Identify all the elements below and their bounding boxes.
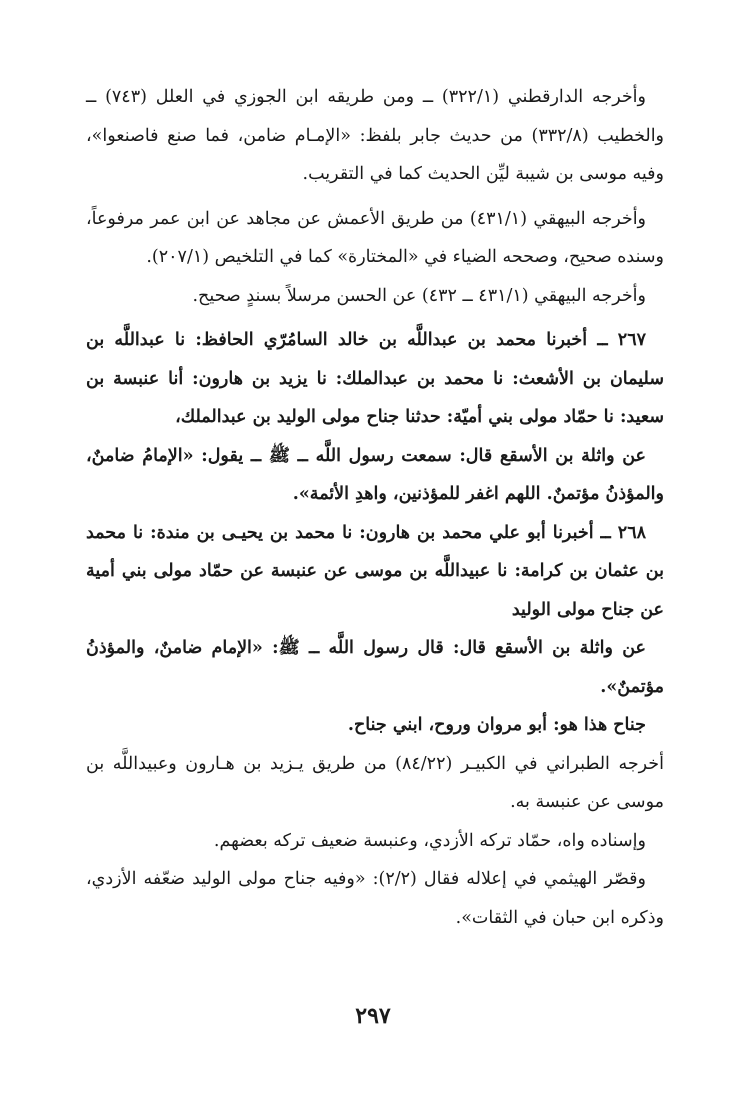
hadith-267-matn: عن واثلة بن الأسقع قال: سمعت رسول اللَّه ــ ﷺ ــ يقول: «الإمامُ ضامنٌ، والمؤذنُ مؤتمنٌ. اللهم اغفر للمؤذنين، واهدِ الأئمة».	[86, 445, 664, 504]
paragraph-daraqutni: وأخرجه الدارقطني (٣٢٢/١) ــ ومن طريقه ابن الجوزي في العلل (٧٤٣) ــ والخطيب (٣٣٢/٨) من حديث جابر بلفظ: «الإمـام ضامن، فما صنع فاصنعوا»، وفيه موسى بن شيبة ليِّن الحديث كما في التقريب.	[86, 87, 665, 184]
paragraph-bayhaqi-2: وأخرجه البيهقي (٤٣١/١ ــ ٤٣٢) عن الحسن مرسلاً بسندٍ صحيح.	[192, 285, 646, 306]
page-number: ٢٩٧	[355, 1003, 391, 1029]
paragraph-isnad-weak: وإسناده واه، حمّاد تركه الأزدي، وعنبسة ضعيف تركه بعضهم.	[213, 830, 646, 851]
hadith-268-matn: عن واثلة بن الأسقع قال: قال رسول اللَّه ــ ﷺ: «الإمام ضامنٌ، والمؤذنُ مؤتمنٌ».	[86, 638, 664, 697]
paragraph-bayhaqi-1: وأخرجه البيهقي (٤٣١/١) من طريق الأعمش عن مجاهد عن ابن عمر مرفوعاً، وسنده صحيح، وصححه الضياء في «المختارة» كما في التلخيص (٢٠٧/١).	[86, 208, 664, 267]
hadith-268-isnad: ٢٦٨ ــ أخبرنا أبو علي محمد بن هارون: نا محمد بن يحيـى بن مندة: نا محمد بن عثمان بن كرامة: نا عبيداللَّه بن موسى عن عنبسة عن حمّاد مولى بني أمية عن جناح مولى الوليد	[86, 522, 664, 620]
page-body	[86, 78, 664, 1038]
paragraph-haythami: وقصّر الهيثمي في إعلاله فقال (٢/٢): «وفيه جناح مولى الوليد ضعّفه الأزدي، وذكره ابن حبان في الثقات».	[86, 869, 664, 928]
paragraph-tabarani: أخرجه الطبراني في الكبيـر (٨٤/٢٢) من طريق يـزيد بن هـارون وعبيداللَّه بن موسى عن عنبسة به.	[86, 753, 664, 812]
hadith-267-isnad: ٢٦٧ ــ أخبرنا محمد بن عبداللَّه بن خالد السامُرّي الحافظ: نا عبداللَّه بن سليمان بن الأشعث: نا محمد بن عبدالملك: نا يزيد بن هارون: أنا عنبسة بن سعيد: نا حمّاد مولى بني أميّة: حدثنا جناح مولى الوليد بن عبدالملك،	[86, 330, 664, 427]
note-janah: جناح هذا هو: أبو مروان وروح، ابني جناح.	[347, 715, 646, 735]
